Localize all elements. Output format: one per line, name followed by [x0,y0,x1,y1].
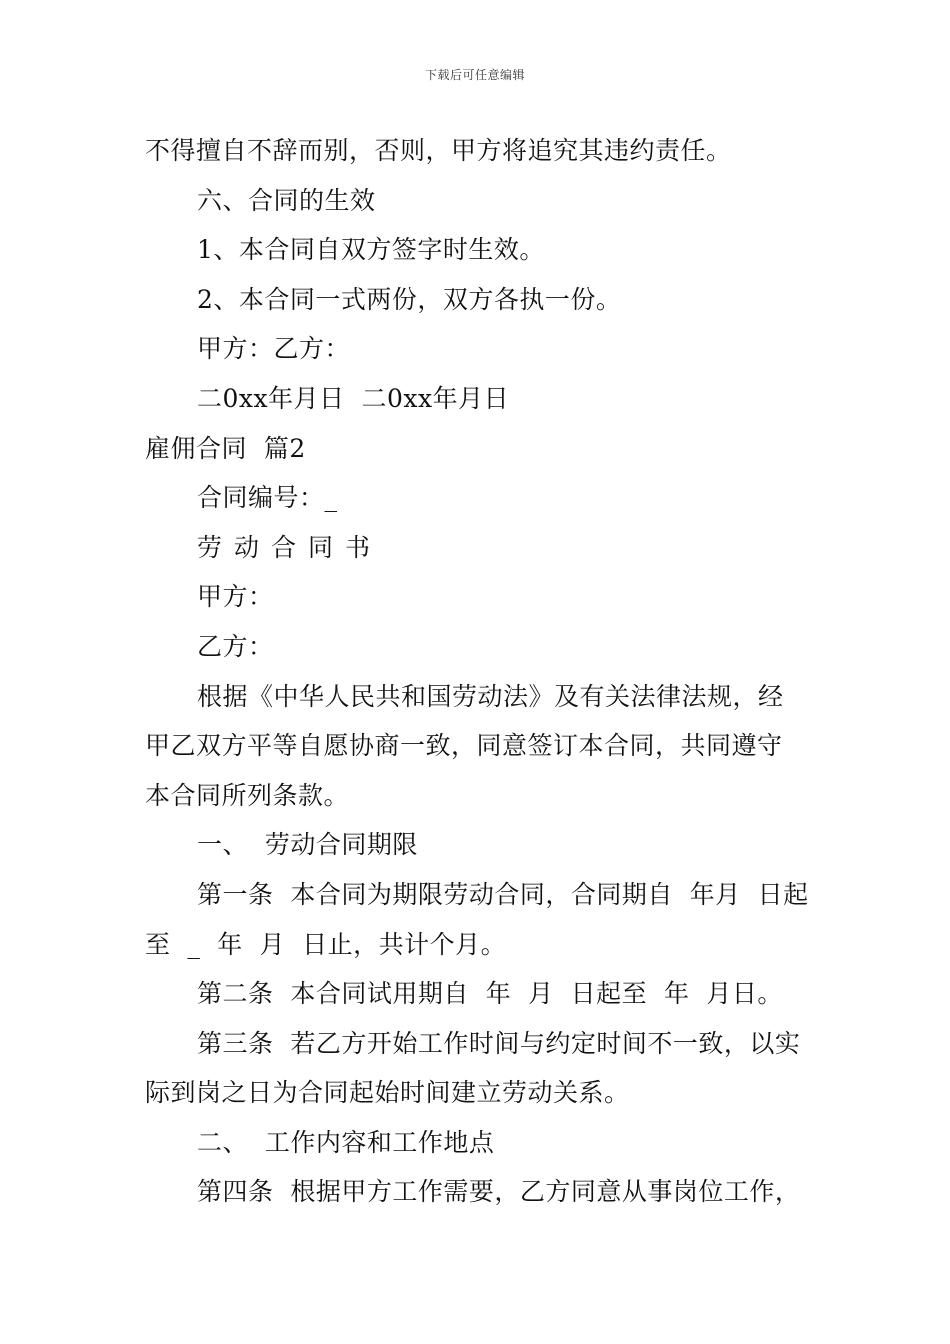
article-line: 第二条 本合同试用期自 年 月 日起至 年 月日。 [197,979,783,1009]
paragraph-line: 际到岗之日为合同起始时间建立劳动关系。 [145,1078,630,1108]
article-line: 第三条 若乙方开始工作时间与约定时间不一致，以实 [197,1028,801,1058]
article-line: 第一条 本合同为期限劳动合同，合同期自 年月 日起 [197,879,809,909]
clause-line: 2、本合同一式两份，双方各执一份。 [197,284,622,314]
section-heading-work: 二、 工作内容和工作地点 [197,1127,495,1157]
article-line: 第四条 根据甲方工作需要，乙方同意从事岗位工作， [197,1177,801,1207]
labor-contract-heading: 劳动合同书 [197,532,383,562]
section-heading-term: 一、 劳动合同期限 [197,830,418,860]
signature-parties-line: 甲方：乙方： [197,334,351,364]
signature-date-line: 二0xx年月日 二0xx年月日 [197,383,510,413]
clause-line: 1、本合同自双方签字时生效。 [197,235,545,265]
party-a-line: 甲方： [197,582,274,612]
page-header: 下载后可任意编辑 [424,68,525,82]
paragraph-line: 甲乙双方平等自愿协商一致，同意签订本合同，共同遵守 [145,731,783,761]
section-heading-effectiveness: 六、合同的生效 [197,185,376,215]
contract-title-part2: 雇佣合同 篇2 [145,433,306,463]
paragraph-line: 本合同所列条款。 [145,780,350,810]
party-b-line: 乙方： [197,631,274,661]
paragraph-line: 不得擅自不辞而别，否则，甲方将追究其违约责任。 [145,136,732,165]
contract-number-line: 合同编号：_ [197,483,338,513]
paragraph-line: 至 _ 年 月 日止，共计个月。 [145,929,507,959]
paragraph-line: 根据《中华人民共和国劳动法》及有关法律法规，经 [197,681,784,711]
document-body [145,126,810,1217]
